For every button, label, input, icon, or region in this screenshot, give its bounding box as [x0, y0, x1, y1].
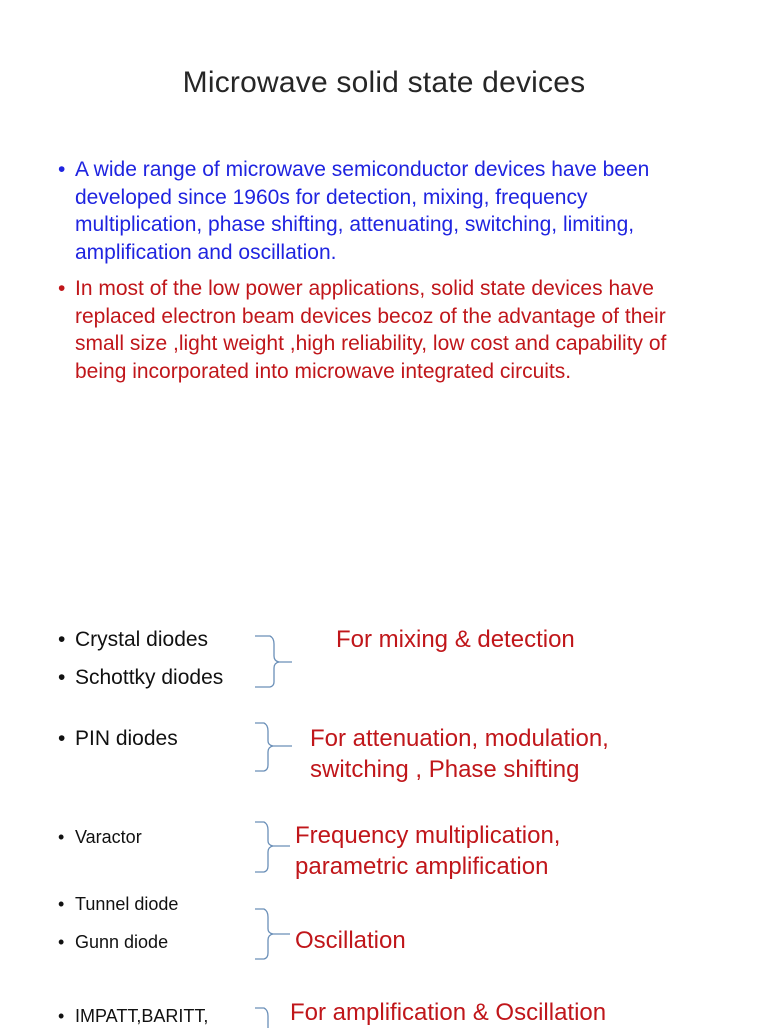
intro-bullet-text: In most of the low power applications, solid state devices have replaced electron beam devices becoz of the advantage of their small size ,light weight ,high reliability, low cost and capability of being incorporated into microwave integrated circuits.: [75, 277, 667, 383]
application-oscillation: [295, 925, 406, 956]
intro-bullet-text: A wide range of microwave semiconductor devices have been developed since 1960s for detection, mixing, frequency multiplication, phase shifting, attenuating, switching, limiting, amplification and oscillation.: [75, 158, 650, 264]
device-name: Gunn diode: [75, 932, 169, 952]
bullet-dot: •: [58, 277, 66, 300]
bullet-dot: •: [58, 158, 66, 181]
application-amplification-oscillation: [290, 997, 606, 1028]
application-attenuation: [310, 723, 609, 785]
slide-title: Microwave solid state devices: [182, 66, 586, 99]
bullet-dot: •: [58, 727, 66, 750]
application-mixing-detection: [336, 624, 575, 655]
brace-varactor: [255, 822, 290, 872]
bullet-dot: •: [58, 894, 65, 914]
device-name: Schottky diodes: [75, 666, 224, 689]
application-line: Frequency multiplication,: [295, 822, 561, 849]
brace-oscillation: [255, 909, 290, 959]
brace-amplification: [255, 1008, 268, 1028]
bullet-dot: •: [58, 1006, 65, 1026]
application-line: For attenuation, modulation,: [310, 725, 609, 752]
brace-pin: [255, 723, 292, 771]
bullet-dot: •: [58, 932, 65, 952]
device-name: Tunnel diode: [75, 894, 179, 914]
device-name: Crystal diodes: [75, 628, 209, 651]
device-name: Varactor: [75, 827, 142, 847]
brace-mixing-detection: [255, 636, 292, 687]
bullet-dot: •: [58, 827, 65, 847]
device-name: PIN diodes: [75, 727, 178, 750]
application-line: For amplification & Oscillation: [290, 999, 607, 1026]
bullet-dot: •: [58, 666, 66, 689]
bullet-dot: •: [58, 628, 66, 651]
device-name: IMPATT,BARITT,: [75, 1006, 209, 1026]
application-line: switching , Phase shifting: [310, 756, 580, 783]
application-frequency-multiplication: [295, 820, 560, 882]
application-line: parametric amplification: [295, 853, 549, 880]
application-line: For mixing & detection: [336, 626, 575, 653]
application-line: Oscillation: [295, 927, 406, 954]
